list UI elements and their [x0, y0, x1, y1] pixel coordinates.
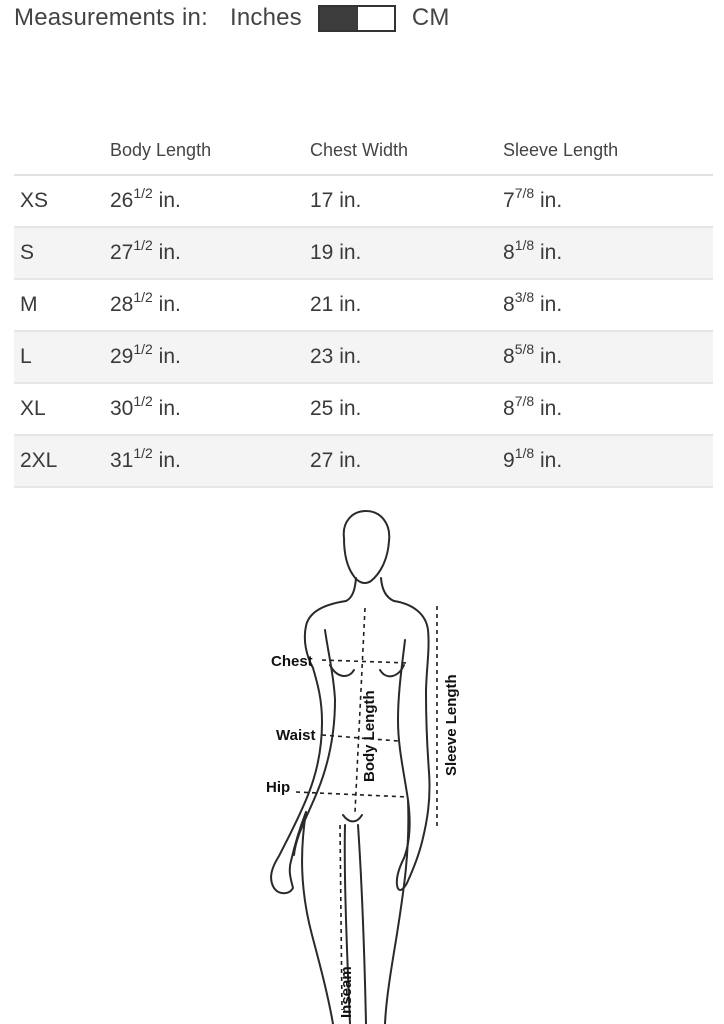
body-length-label: Body Length [361, 690, 378, 782]
head-outline [344, 511, 390, 583]
chest-width-cell [310, 435, 503, 487]
inseam-label: Inseam [338, 966, 355, 1018]
body-length-whole: 28 [110, 293, 134, 316]
size-cell [14, 331, 110, 383]
measurement-units-bar [14, 2, 450, 34]
chest-width-value: 21 in. [310, 293, 362, 316]
sleeve-length-whole: 7 [503, 189, 515, 212]
sleeve-length-unit: in. [534, 449, 563, 472]
size-cell [14, 279, 110, 331]
sleeve-length-unit: in. [534, 293, 563, 316]
sleeve-length-fraction: 1/8 [514, 445, 535, 461]
size-value: M [20, 293, 38, 316]
chest-width-value: 23 in. [310, 345, 362, 368]
sleeve-length-cell [503, 175, 713, 227]
sleeve-length-cell [503, 279, 713, 331]
crotch-outline [343, 815, 362, 821]
body-length-whole: 29 [110, 345, 134, 368]
body-length-unit: in. [152, 345, 181, 368]
body-length-fraction: 1/2 [133, 393, 153, 409]
body-length-unit: in. [152, 189, 181, 212]
body-measurement-figure [250, 505, 480, 1024]
sleeve-length-fraction: 1/8 [514, 237, 535, 253]
header-sleeve-length: Sleeve Length [503, 126, 713, 175]
body-length-fraction: 1/2 [133, 445, 153, 461]
chest-curve-left [330, 665, 354, 676]
body-length-cell [110, 227, 310, 279]
header-size [14, 126, 110, 175]
sleeve-length-fraction: 7/8 [514, 185, 535, 201]
chest-measure-line [322, 660, 408, 663]
sleeve-length-cell [503, 383, 713, 435]
toggle-knob-active [320, 7, 358, 30]
chest-label: Chest [271, 653, 313, 670]
units-toggle[interactable] [318, 5, 396, 32]
body-length-fraction: 1/2 [133, 237, 153, 253]
chest-width-cell [310, 279, 503, 331]
sleeve-length-fraction: 5/8 [514, 341, 535, 357]
body-length-cell [110, 331, 310, 383]
sleeve-length-unit: in. [534, 345, 563, 368]
chest-width-value: 27 in. [310, 449, 362, 472]
sleeve-length-whole: 9 [503, 449, 515, 472]
header-chest-width: Chest Width [310, 126, 503, 175]
body-length-cell [110, 279, 310, 331]
size-value: XS [20, 189, 49, 212]
size-cell [14, 175, 110, 227]
left-leg-outline [302, 812, 333, 1024]
body-length-unit: in. [152, 397, 181, 420]
sleeve-length-label: Sleeve Length [443, 674, 460, 776]
chest-width-cell [310, 383, 503, 435]
sleeve-length-fraction: 7/8 [514, 393, 535, 409]
waist-measure-line [322, 735, 398, 741]
size-value: 2XL [20, 449, 58, 472]
body-length-whole: 27 [110, 241, 134, 264]
table-row [14, 331, 713, 383]
waist-label: Waist [276, 727, 316, 744]
left-shoulder-arm [271, 601, 346, 893]
size-value: S [20, 241, 35, 264]
table-row [14, 175, 713, 227]
table-row [14, 227, 713, 279]
body-length-cell [110, 175, 310, 227]
body-length-unit: in. [152, 449, 181, 472]
chest-width-cell [310, 331, 503, 383]
chest-width-cell [310, 227, 503, 279]
toggle-track [358, 7, 394, 30]
sleeve-length-whole: 8 [503, 345, 515, 368]
units-option-inches[interactable]: Inches [229, 4, 302, 31]
body-length-unit: in. [152, 241, 181, 264]
size-cell [14, 383, 110, 435]
chest-width-value: 19 in. [310, 241, 362, 264]
size-cell [14, 227, 110, 279]
sleeve-length-cell [503, 227, 713, 279]
right-leg-outline [385, 800, 408, 1024]
body-length-fraction: 1/2 [133, 185, 153, 201]
size-value: L [20, 345, 32, 368]
size-cell [14, 435, 110, 487]
body-length-cell [110, 383, 310, 435]
body-length-unit: in. [152, 293, 181, 316]
sleeve-length-cell [503, 331, 713, 383]
chest-width-cell [310, 175, 503, 227]
chest-width-value: 25 in. [310, 397, 362, 420]
hip-measure-line [296, 792, 408, 797]
body-length-whole: 26 [110, 189, 134, 212]
body-length-whole: 31 [110, 449, 134, 472]
sleeve-length-whole: 8 [503, 241, 515, 264]
sleeve-length-fraction: 3/8 [514, 289, 535, 305]
header-body-length: Body Length [110, 126, 310, 175]
inner-right-leg [358, 825, 366, 1024]
body-length-cell [110, 435, 310, 487]
sleeve-length-unit: in. [534, 241, 563, 264]
sleeve-length-whole: 8 [503, 293, 515, 316]
sleeve-length-unit: in. [534, 397, 563, 420]
body-length-whole: 30 [110, 397, 134, 420]
table-header-row [14, 126, 713, 175]
units-option-cm[interactable]: CM [411, 4, 450, 31]
sleeve-length-whole: 8 [503, 397, 515, 420]
hip-label: Hip [266, 779, 291, 796]
sleeve-length-unit: in. [534, 189, 563, 212]
body-length-fraction: 1/2 [133, 341, 153, 357]
size-chart-table [14, 126, 713, 488]
size-value: XL [20, 397, 46, 420]
sleeve-length-cell [503, 435, 713, 487]
table-row [14, 279, 713, 331]
table-row [14, 383, 713, 435]
chest-width-value: 17 in. [310, 189, 362, 212]
table-row [14, 435, 713, 487]
body-length-fraction: 1/2 [133, 289, 153, 305]
units-label: Measurements in: [14, 4, 208, 31]
